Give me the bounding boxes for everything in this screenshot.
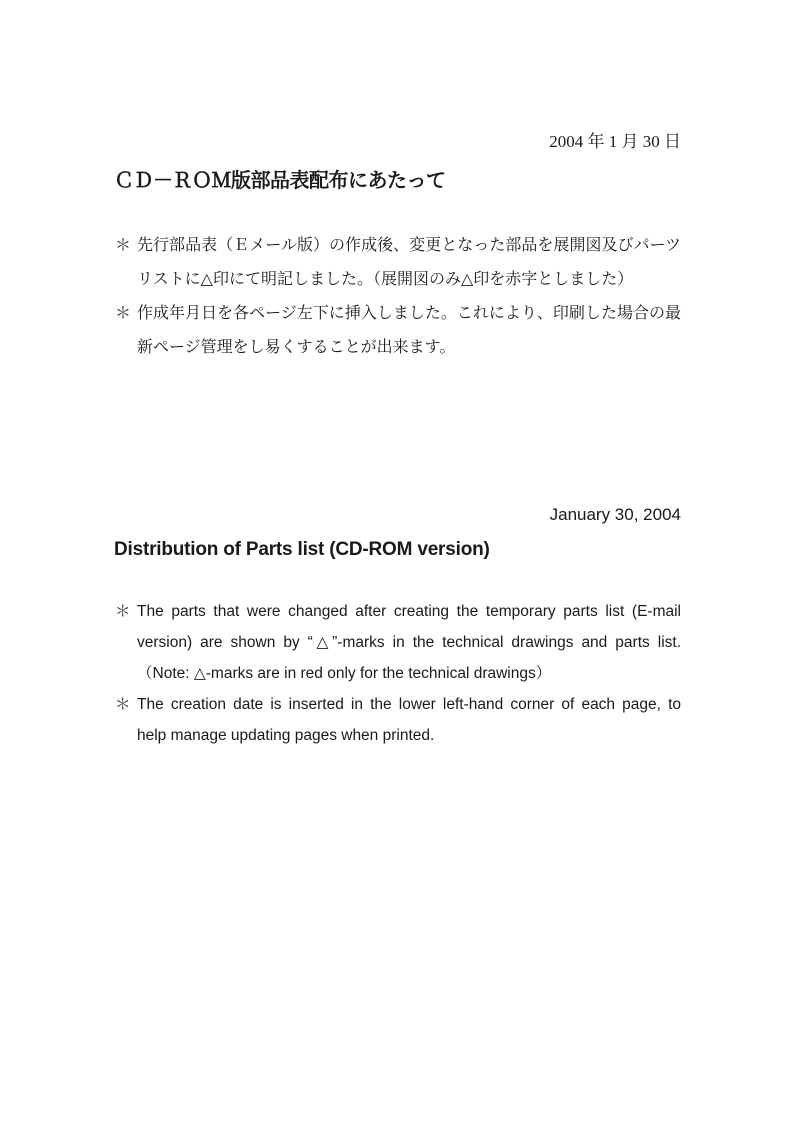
japanese-bullet-2-text — [137, 297, 681, 365]
asterisk-bullet-marker: ＊ — [115, 237, 132, 254]
text-line: version) are shown by “△”-marks in the technical drawings and parts list. — [137, 634, 681, 651]
text-line: 新ページ管理をし易くすることが出来ます。 — [137, 339, 456, 356]
japanese-bullet-1 — [115, 229, 681, 297]
japanese-bullet-1-text — [137, 229, 681, 297]
text-line: The creation date is inserted in the lower left-hand corner of each page, to — [137, 696, 681, 713]
text-line: （Note: △-marks are in red only for the technical drawings） — [137, 665, 552, 682]
japanese-title: ＣＤ－ＲＯＭ版部品表配布にあたって — [114, 170, 446, 192]
english-title: Distribution of Parts list (CD-ROM version) — [114, 539, 490, 560]
english-bullet-2-text — [137, 689, 681, 751]
text-line: The parts that were changed after creating the temporary parts list (E-mail — [137, 603, 681, 620]
japanese-bullet-list — [115, 229, 681, 365]
english-bullet-2 — [115, 689, 681, 751]
asterisk-bullet-marker: ＊ — [115, 696, 131, 713]
text-line: help manage updating pages when printed. — [137, 727, 435, 744]
asterisk-bullet-marker: ＊ — [115, 305, 132, 322]
text-line: リストに△印にて明記しました。（展開図のみ△印を赤字としました） — [137, 271, 634, 288]
english-bullet-1 — [115, 596, 681, 689]
english-bullet-list — [115, 596, 681, 751]
text-line: 作成年月日を各ページ左下に挿入しました。これにより、印刷した場合の最 — [137, 305, 681, 322]
japanese-date: 2004 年 1 月 30 日 — [549, 132, 681, 151]
text-line: 先行部品表（Ｅメール版）の作成後、変更となった部品を展開図及びパーツ — [137, 237, 681, 254]
asterisk-bullet-marker: ＊ — [115, 603, 131, 620]
japanese-bullet-2 — [115, 297, 681, 365]
english-bullet-1-text — [137, 596, 681, 689]
english-date: January 30, 2004 — [549, 505, 681, 524]
